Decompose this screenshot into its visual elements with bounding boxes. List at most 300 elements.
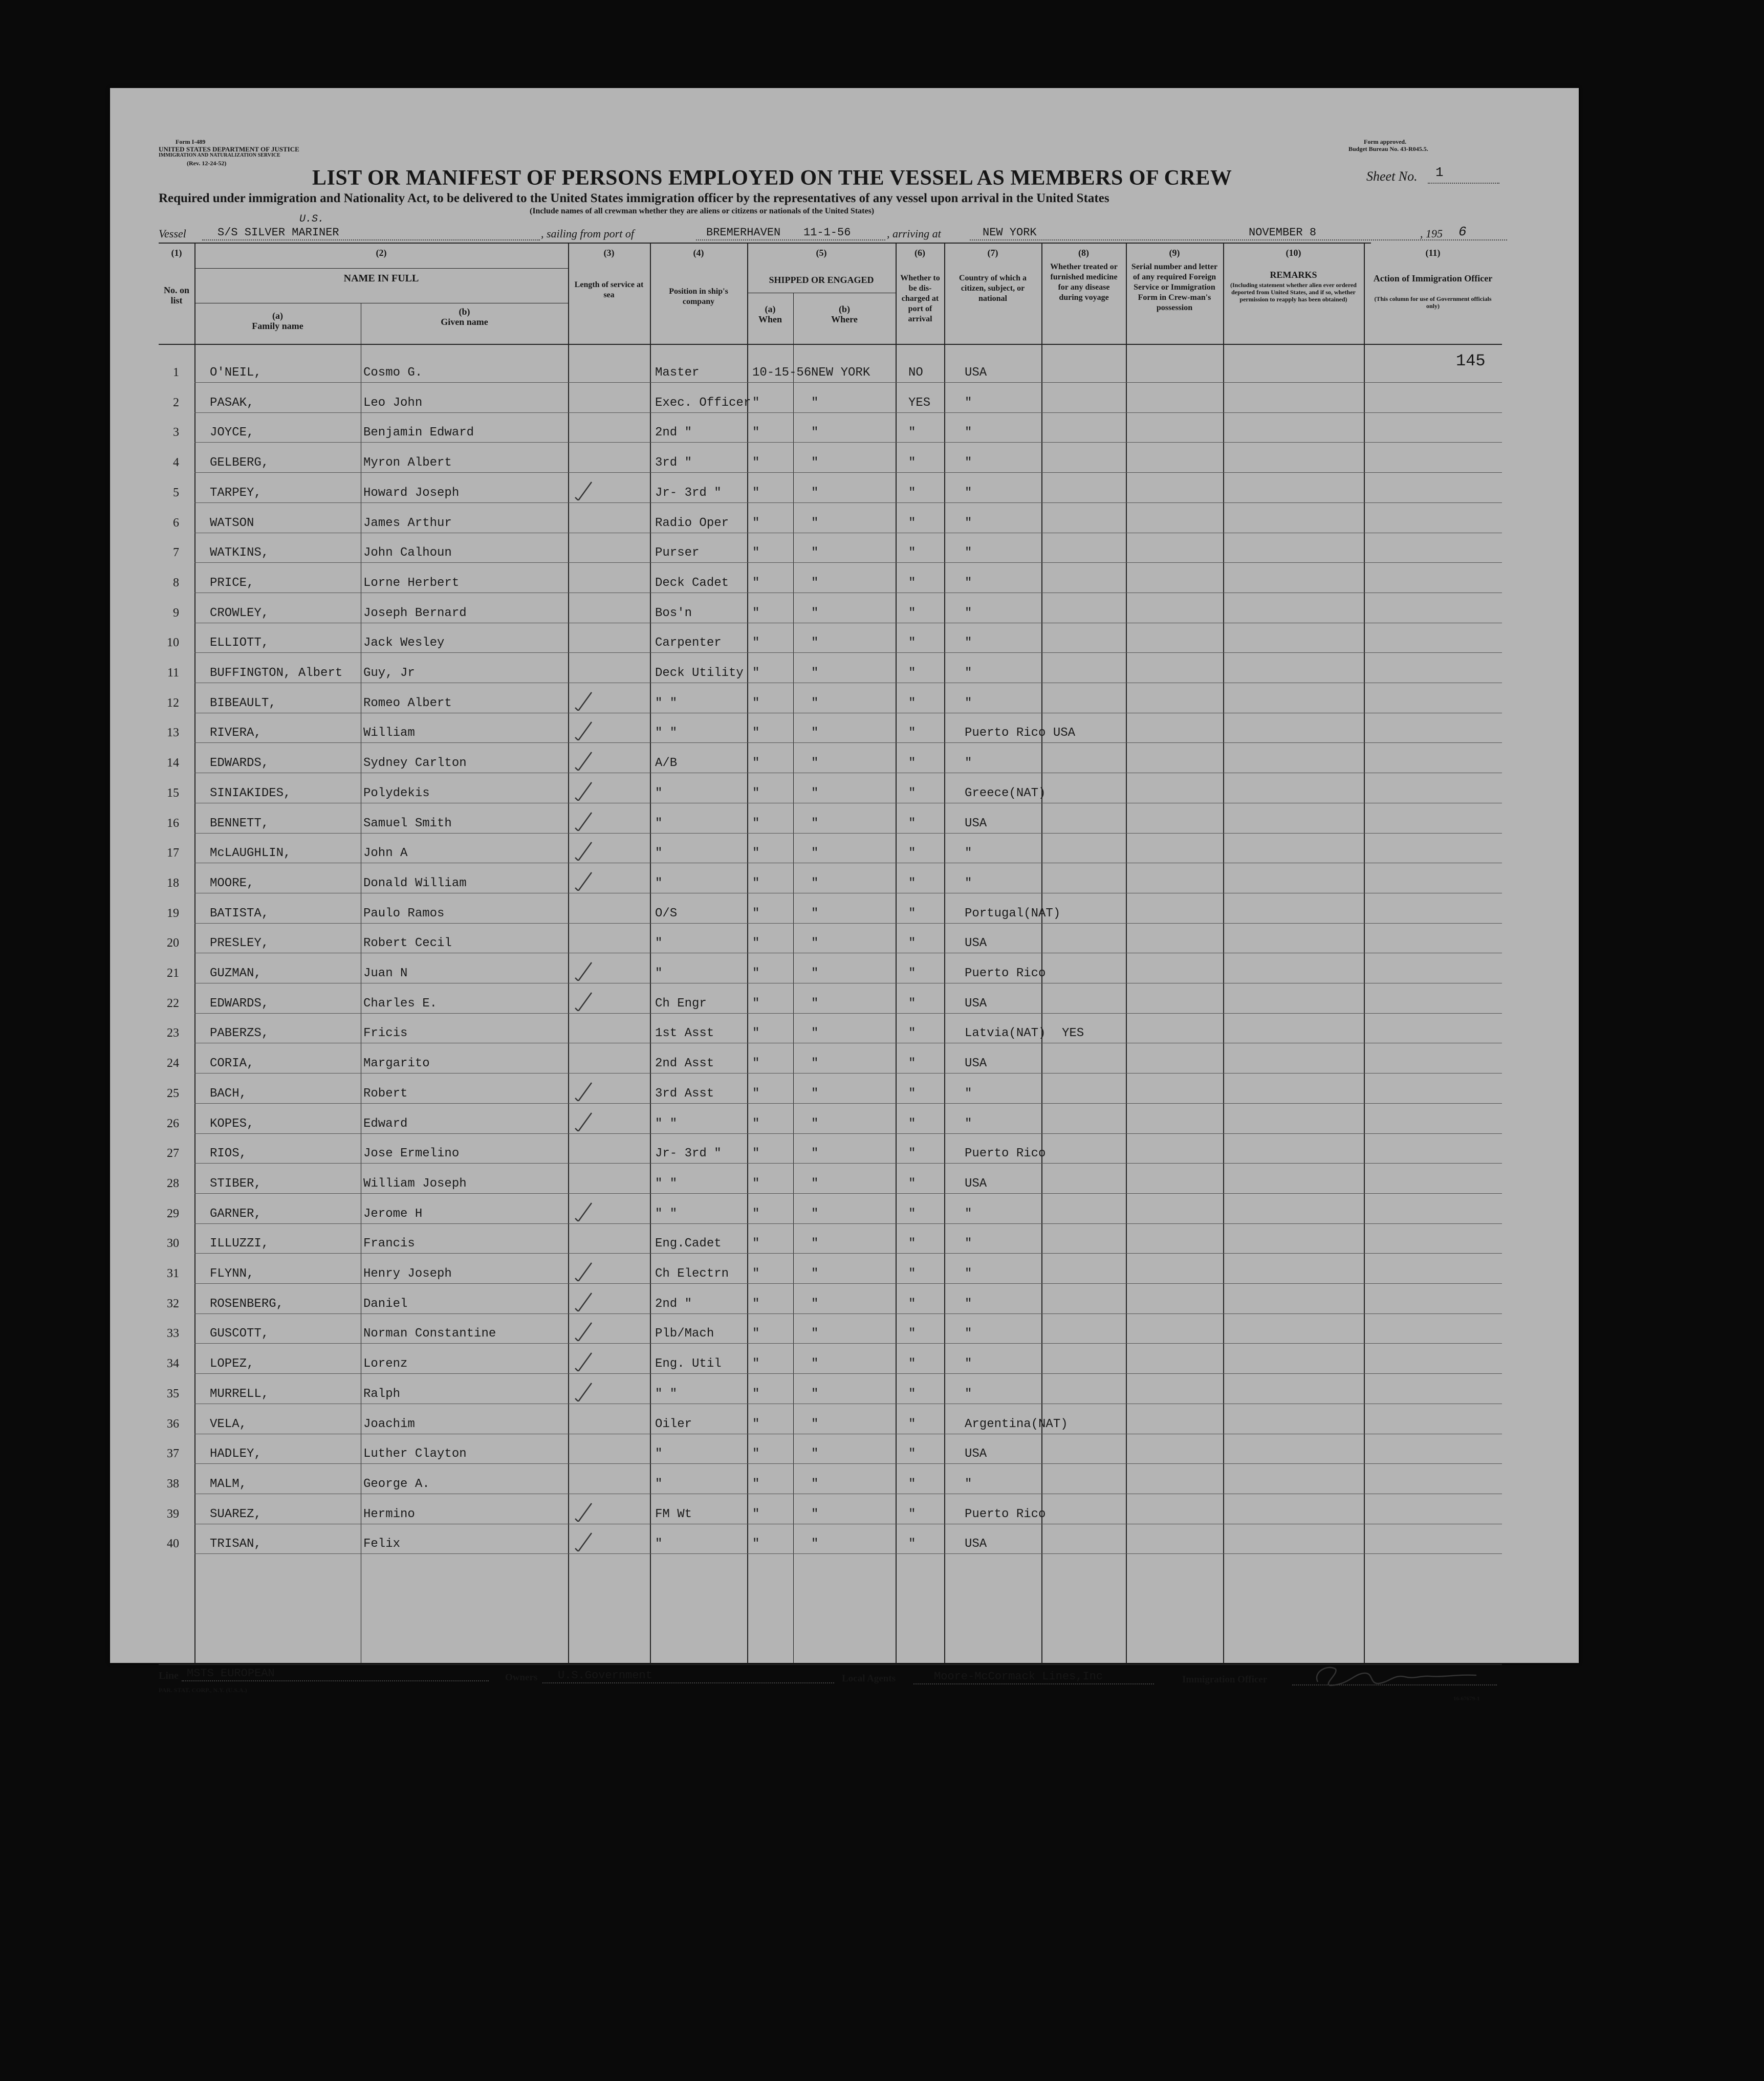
family-name-cell: TARPEY, <box>210 486 262 500</box>
row-divider <box>194 923 1502 924</box>
discharged-cell: " <box>908 1387 916 1401</box>
discharged-cell: " <box>908 1447 916 1461</box>
given-name-cell: Polydekis <box>363 786 430 800</box>
given-name-cell: Edward <box>363 1116 408 1131</box>
shipped-when-cell: " <box>752 726 760 740</box>
shipped-where-cell: " <box>811 876 819 890</box>
shipped-when-cell: " <box>752 1507 760 1521</box>
discharged-cell: " <box>908 696 916 710</box>
crew-row <box>110 1319 1579 1348</box>
given-name-cell: Luther Clayton <box>363 1447 467 1461</box>
family-name-letter: (a) <box>272 311 283 321</box>
shipped-when-cell: " <box>752 666 760 680</box>
row-divider <box>194 1283 1502 1284</box>
country-header: Country of which a citizen, subject, or national <box>959 274 1027 303</box>
row-divider <box>194 1253 1502 1254</box>
crew-row <box>110 1499 1579 1529</box>
given-name-cell: Guy, Jr <box>363 666 415 680</box>
shipped-engaged-header: SHIPPED OR ENGAGED <box>769 275 874 285</box>
position-cell: Purser <box>655 546 700 560</box>
service-tick-mark <box>573 1111 594 1131</box>
position-cell: 2nd " <box>655 426 692 440</box>
shipped-where-cell: " <box>811 1297 819 1311</box>
country-cell: " <box>965 1357 972 1371</box>
col10-number: (10) <box>1286 248 1301 258</box>
shipped-where-cell: " <box>811 846 819 861</box>
country-cell: Puerto Rico <box>965 967 1046 980</box>
row-divider <box>194 1373 1502 1374</box>
shipped-when-cell: " <box>752 1327 760 1341</box>
given-name-cell: James Arthur <box>363 516 452 530</box>
family-name-cell: WATSON <box>210 516 254 530</box>
position-cell: " <box>655 846 663 861</box>
remarks-header: REMARKS <box>1270 270 1317 280</box>
year-prefix: , 195 <box>1420 227 1443 240</box>
given-name-cell: Samuel Smith <box>363 816 452 830</box>
country-cell: " <box>965 1237 972 1251</box>
crew-row <box>110 1229 1579 1258</box>
position-cell: " <box>655 1537 663 1551</box>
service-tick-mark <box>573 870 594 891</box>
form-code: 16-67679-1 <box>1453 1696 1480 1702</box>
given-name-letter: (b) <box>459 306 470 317</box>
discharged-cell: NO <box>908 366 923 380</box>
crew-row <box>110 628 1579 658</box>
date-from: 11-1-56 <box>803 226 851 239</box>
shipped-when-cell: " <box>752 906 760 921</box>
position-cell: O/S <box>655 906 678 921</box>
row-divider <box>194 1463 1502 1464</box>
position-cell: Master <box>655 366 700 380</box>
country-cell: Latvia(NAT) <box>965 1026 1046 1041</box>
shipped-where-cell: " <box>811 1327 819 1341</box>
col5-number: (5) <box>816 248 827 258</box>
position-cell: " " <box>655 1207 678 1221</box>
crew-row <box>110 1469 1579 1499</box>
action-number: 145 <box>1456 352 1486 370</box>
row-divider <box>194 1343 1502 1344</box>
shipped-when-cell: " <box>752 996 760 1011</box>
subtitle-note: (Include names of all crewman whether they are aliens or citizens or nationals of the United States) <box>530 207 875 215</box>
position-cell: 2nd " <box>655 1297 692 1311</box>
discharged-cell: " <box>908 606 916 620</box>
discharged-cell: " <box>908 846 916 861</box>
shipped-where-cell: " <box>811 756 819 771</box>
position-cell: " <box>655 967 663 980</box>
country-cell: " <box>965 1477 972 1491</box>
shipped-where-cell: " <box>811 1116 819 1131</box>
family-name-cell: SUAREZ, <box>210 1507 262 1521</box>
shipped-where-cell: " <box>811 1207 819 1221</box>
discharged-cell: " <box>908 1477 916 1491</box>
position-cell: " " <box>655 1116 678 1131</box>
discharged-cell: " <box>908 1297 916 1311</box>
crew-row <box>110 808 1579 838</box>
sailing-label: , sailing from port of <box>541 227 634 240</box>
position-cell: " <box>655 1477 663 1491</box>
family-name-cell: EDWARDS, <box>210 996 269 1011</box>
country-cell: USA <box>965 1176 987 1191</box>
country-cell: " <box>965 426 972 440</box>
row-number: 3 <box>173 426 179 440</box>
country-cell: Argentina(NAT) <box>965 1417 1068 1431</box>
country-cell: " <box>965 456 972 470</box>
family-name-cell: BIBEAULT, <box>210 696 276 710</box>
row-divider <box>194 1313 1502 1314</box>
service-tick-mark <box>573 750 594 771</box>
service-tick-mark <box>573 840 594 861</box>
country-cell: " <box>965 486 972 500</box>
sheet-number: 1 <box>1435 165 1444 180</box>
discharged-cell: " <box>908 636 916 650</box>
row-divider <box>194 1073 1502 1074</box>
country-cell: USA <box>965 1447 987 1461</box>
crew-row <box>110 899 1579 928</box>
shipped-when-cell: " <box>752 1447 760 1461</box>
sheet-label: Sheet No. <box>1366 169 1418 184</box>
given-name-cell: Romeo Albert <box>363 696 452 710</box>
given-name-cell: Myron Albert <box>363 456 452 470</box>
service-tick-mark <box>573 1321 594 1341</box>
discharged-cell: " <box>908 1147 916 1161</box>
shipped-when-cell: " <box>752 486 760 500</box>
given-name-cell: Cosmo G. <box>363 366 423 380</box>
crew-row <box>110 478 1579 508</box>
given-name-cell: Felix <box>363 1537 401 1551</box>
position-cell: Eng.Cadet <box>655 1237 722 1251</box>
shipped-when-cell: " <box>752 396 760 410</box>
shipped-when-cell: " <box>752 1267 760 1281</box>
family-name-cell: PRESLEY, <box>210 936 269 951</box>
family-name-cell: BATISTA, <box>210 906 269 921</box>
owners-label: Owners <box>505 1672 538 1683</box>
service-tick-mark <box>573 1291 594 1311</box>
crew-row <box>110 748 1579 778</box>
shipped-when-cell: " <box>752 696 760 710</box>
crew-row <box>110 1079 1579 1108</box>
given-name-cell: Juan N <box>363 967 408 980</box>
row-number: 25 <box>167 1086 179 1100</box>
country-cell: Puerto Rico <box>965 1147 1046 1161</box>
family-name-cell: ROSENBERG, <box>210 1297 284 1311</box>
vessel-label: Vessel <box>159 227 186 240</box>
service-tick-mark <box>573 1201 594 1221</box>
when-header: When <box>758 314 782 324</box>
row-number: 18 <box>167 876 179 890</box>
row-number: 36 <box>167 1417 179 1431</box>
page-title: LIST OR MANIFEST OF PERSONS EMPLOYED ON THE VESSEL AS MEMBERS OF CREW <box>312 166 1232 190</box>
country-cell: " <box>965 636 972 650</box>
service-tick-mark <box>573 1531 594 1551</box>
discharged-cell: " <box>908 1507 916 1521</box>
position-cell: " <box>655 786 663 800</box>
position-cell: Deck Utility <box>655 666 744 680</box>
shipped-when-cell: " <box>752 1116 760 1131</box>
shipped-when-cell: " <box>752 1537 760 1551</box>
shipped-where-cell: " <box>811 1147 819 1161</box>
discharged-cell: " <box>908 1267 916 1281</box>
given-name-cell: Norman Constantine <box>363 1327 496 1341</box>
family-name-header: Family name <box>252 321 303 331</box>
service-tick-mark <box>573 780 594 801</box>
shipped-when-cell: " <box>752 846 760 861</box>
row-divider <box>194 442 1502 443</box>
given-name-header: Given name <box>441 317 488 327</box>
country-cell: " <box>965 1387 972 1401</box>
row-number: 35 <box>167 1387 179 1400</box>
crew-row <box>110 598 1579 628</box>
crew-row <box>110 1439 1579 1469</box>
service-tick-mark <box>573 960 594 981</box>
row-divider <box>194 412 1502 413</box>
crew-row <box>110 418 1579 447</box>
country-cell: " <box>965 846 972 861</box>
shipped-where-cell: " <box>811 576 819 590</box>
family-name-cell: GUZMAN, <box>210 967 262 980</box>
given-name-cell: Joseph Bernard <box>363 606 467 620</box>
country-cell: " <box>965 756 972 771</box>
shipped-where-cell: " <box>811 1447 819 1461</box>
row-number: 20 <box>167 936 179 950</box>
position-cell: Plb/Mach <box>655 1327 714 1341</box>
country-cell: " <box>965 1086 972 1101</box>
service-tick-mark <box>573 690 594 711</box>
family-name-cell: BENNETT, <box>210 816 269 830</box>
country-cell: Puerto Rico USA <box>965 726 1076 740</box>
row-divider <box>194 472 1502 473</box>
shipped-where-cell: " <box>811 786 819 800</box>
discharged-cell: " <box>908 1327 916 1341</box>
discharged-cell: " <box>908 666 916 680</box>
family-name-cell: CROWLEY, <box>210 606 269 620</box>
shipped-where-cell: " <box>811 1417 819 1431</box>
row-number: 24 <box>167 1057 179 1070</box>
shipped-when-cell: " <box>752 546 760 560</box>
discharged-cell: " <box>908 1417 916 1431</box>
country-cell: Puerto Rico <box>965 1507 1046 1521</box>
row-number: 16 <box>167 816 179 830</box>
year-suffix: 6 <box>1458 224 1467 239</box>
crew-row <box>110 1109 1579 1138</box>
row-number: 22 <box>167 996 179 1010</box>
position-cell: Jr- 3rd " <box>655 1147 722 1161</box>
given-name-cell: Jack Wesley <box>363 636 445 650</box>
country-cell: USA <box>965 936 987 951</box>
family-name-cell: WATKINS, <box>210 546 269 560</box>
shipped-where-cell: " <box>811 1387 819 1401</box>
family-name-cell: KOPES, <box>210 1116 254 1131</box>
given-name-cell: Donald William <box>363 876 467 890</box>
given-name-cell: Margarito <box>363 1057 430 1071</box>
family-name-cell: VELA, <box>210 1417 247 1431</box>
crew-row <box>110 868 1579 898</box>
shipped-when-cell: " <box>752 426 760 440</box>
shipped-where-cell: " <box>811 996 819 1011</box>
crew-row <box>110 448 1579 477</box>
shipped-where-cell: " <box>811 636 819 650</box>
position-cell: " <box>655 816 663 830</box>
serial-header: Serial number and letter of any required Foreign Service or Immigration Form in Crew-man's possession <box>1131 262 1218 312</box>
row-number: 30 <box>167 1237 179 1251</box>
row-divider <box>194 742 1502 743</box>
discharged-header: Whether to be dis-charged at port of arrival <box>900 274 940 323</box>
col8-number: (8) <box>1078 248 1089 258</box>
country-cell: Portugal(NAT) <box>965 906 1061 921</box>
shipped-when-cell: " <box>752 786 760 800</box>
service: IMMIGRATION AND NATURALIZATION SERVICE <box>159 152 280 158</box>
position-header: Position in ship's company <box>669 287 728 306</box>
crew-row <box>110 1529 1579 1559</box>
country-cell: Greece(NAT) <box>965 786 1046 800</box>
crew-row <box>110 838 1579 868</box>
crew-row <box>110 1289 1579 1319</box>
crew-row <box>110 388 1579 418</box>
given-name-cell: Lorenz <box>363 1357 408 1371</box>
crew-row <box>110 1259 1579 1288</box>
shipped-where-cell: " <box>811 1357 819 1371</box>
discharged-cell: " <box>908 726 916 740</box>
position-cell: Exec. Officer <box>655 396 751 410</box>
shipped-when-cell: " <box>752 1357 760 1371</box>
shipped-when-cell: " <box>752 1477 760 1491</box>
given-name-cell: George A. <box>363 1477 430 1491</box>
given-name-cell: John Calhoun <box>363 546 452 560</box>
row-divider <box>194 562 1502 563</box>
officer-signature <box>1308 1654 1492 1695</box>
row-number: 15 <box>167 786 179 800</box>
position-cell: Ch Electrn <box>655 1267 729 1281</box>
crew-row <box>110 1138 1579 1168</box>
row-divider <box>194 1013 1502 1014</box>
discharged-cell: " <box>908 816 916 830</box>
shipped-when-cell: " <box>752 516 760 530</box>
position-cell: Deck Cadet <box>655 576 729 590</box>
shipped-when-cell: " <box>752 756 760 771</box>
col2-number: (2) <box>376 248 387 258</box>
col7-number: (7) <box>987 248 998 258</box>
crew-row <box>110 718 1579 748</box>
crew-row <box>110 358 1579 387</box>
given-name-cell: Lorne Herbert <box>363 576 460 590</box>
discharged-cell: " <box>908 1026 916 1041</box>
shipped-where-cell: " <box>811 546 819 560</box>
service-tick-mark <box>573 1501 594 1522</box>
shipped-when-cell: " <box>752 1237 760 1251</box>
row-number: 2 <box>173 396 179 409</box>
shipped-when-cell: " <box>752 876 760 890</box>
given-name-cell: William Joseph <box>363 1176 467 1191</box>
where-header: Where <box>831 314 858 324</box>
crew-row <box>110 1199 1579 1229</box>
row-number: 27 <box>167 1147 179 1160</box>
row-number: 39 <box>167 1507 179 1521</box>
given-name-cell: Fricis <box>363 1026 408 1041</box>
shipped-when-cell: " <box>752 1297 760 1311</box>
service-tick-mark <box>573 1261 594 1281</box>
discharged-cell: " <box>908 936 916 951</box>
port-from: BREMERHAVEN <box>706 226 781 239</box>
given-name-cell: Charles E. <box>363 996 438 1011</box>
family-name-cell: LOPEZ, <box>210 1357 254 1371</box>
position-cell: " " <box>655 1387 678 1401</box>
crew-row <box>110 989 1579 1018</box>
position-cell: 2nd Asst <box>655 1057 714 1071</box>
discharged-cell: " <box>908 756 916 771</box>
service-tick-mark <box>573 811 594 831</box>
family-name-cell: SINIAKIDES, <box>210 786 291 800</box>
crew-row <box>110 508 1579 538</box>
family-name-cell: RIVERA, <box>210 726 262 740</box>
country-cell: " <box>965 1207 972 1221</box>
col4-number: (4) <box>693 248 704 258</box>
discharged-cell: " <box>908 576 916 590</box>
service-tick-mark <box>573 1081 594 1101</box>
name-in-full-header: NAME IN FULL <box>343 273 419 284</box>
shipped-where-cell: " <box>811 516 819 530</box>
family-name-cell: BUFFINGTON, Albert <box>210 666 343 680</box>
row-number: 13 <box>167 726 179 740</box>
crew-row <box>110 1169 1579 1198</box>
row-number: 11 <box>167 666 179 680</box>
crew-row <box>110 1048 1579 1078</box>
row-divider <box>194 502 1502 503</box>
row-number: 19 <box>167 906 179 920</box>
shipped-where-cell: " <box>811 1477 819 1491</box>
action-note: (This column for use of Government officials only) <box>1374 295 1492 310</box>
shipped-when-cell: " <box>752 1417 760 1431</box>
shipped-when-cell: " <box>752 1086 760 1101</box>
row-number: 21 <box>167 967 179 980</box>
row-divider <box>194 652 1502 653</box>
crew-row <box>110 958 1579 988</box>
country-cell: " <box>965 606 972 620</box>
shipped-when-cell: 10-15-56 <box>752 366 812 380</box>
crew-row <box>110 1379 1579 1409</box>
discharged-cell: " <box>908 1207 916 1221</box>
discharged-cell: " <box>908 486 916 500</box>
crew-row <box>110 1409 1579 1439</box>
country-cell: USA <box>965 1537 987 1551</box>
shipped-when-cell: " <box>752 936 760 951</box>
row-divider <box>194 1133 1502 1134</box>
discharged-cell: " <box>908 1537 916 1551</box>
country-cell: " <box>965 876 972 890</box>
crew-row <box>110 688 1579 718</box>
row-number: 17 <box>167 846 179 860</box>
treated-header: Whether treated or furnished medicine for any disease during voyage <box>1050 262 1118 302</box>
line-value: MSTS EUROPEAN <box>187 1667 275 1680</box>
position-cell: " <box>655 1447 663 1461</box>
row-number: 28 <box>167 1176 179 1190</box>
family-name-cell: BACH, <box>210 1086 247 1101</box>
country-cell: " <box>965 1267 972 1281</box>
discharged-cell: " <box>908 1176 916 1191</box>
shipped-where-cell: " <box>811 1537 819 1551</box>
shipped-where-cell: " <box>811 967 819 980</box>
row-number: 7 <box>173 546 179 560</box>
col9-number: (9) <box>1169 248 1180 258</box>
discharged-cell: YES <box>908 396 931 410</box>
shipped-where-cell: " <box>811 606 819 620</box>
shipped-where-cell: " <box>811 1267 819 1281</box>
service-tick-mark <box>573 480 594 500</box>
crew-row <box>110 778 1579 808</box>
shipped-where-cell: " <box>811 1086 819 1101</box>
row-number: 32 <box>167 1297 179 1310</box>
crew-row <box>110 1018 1579 1048</box>
family-name-cell: JOYCE, <box>210 426 254 440</box>
family-name-cell: PASAK, <box>210 396 254 410</box>
